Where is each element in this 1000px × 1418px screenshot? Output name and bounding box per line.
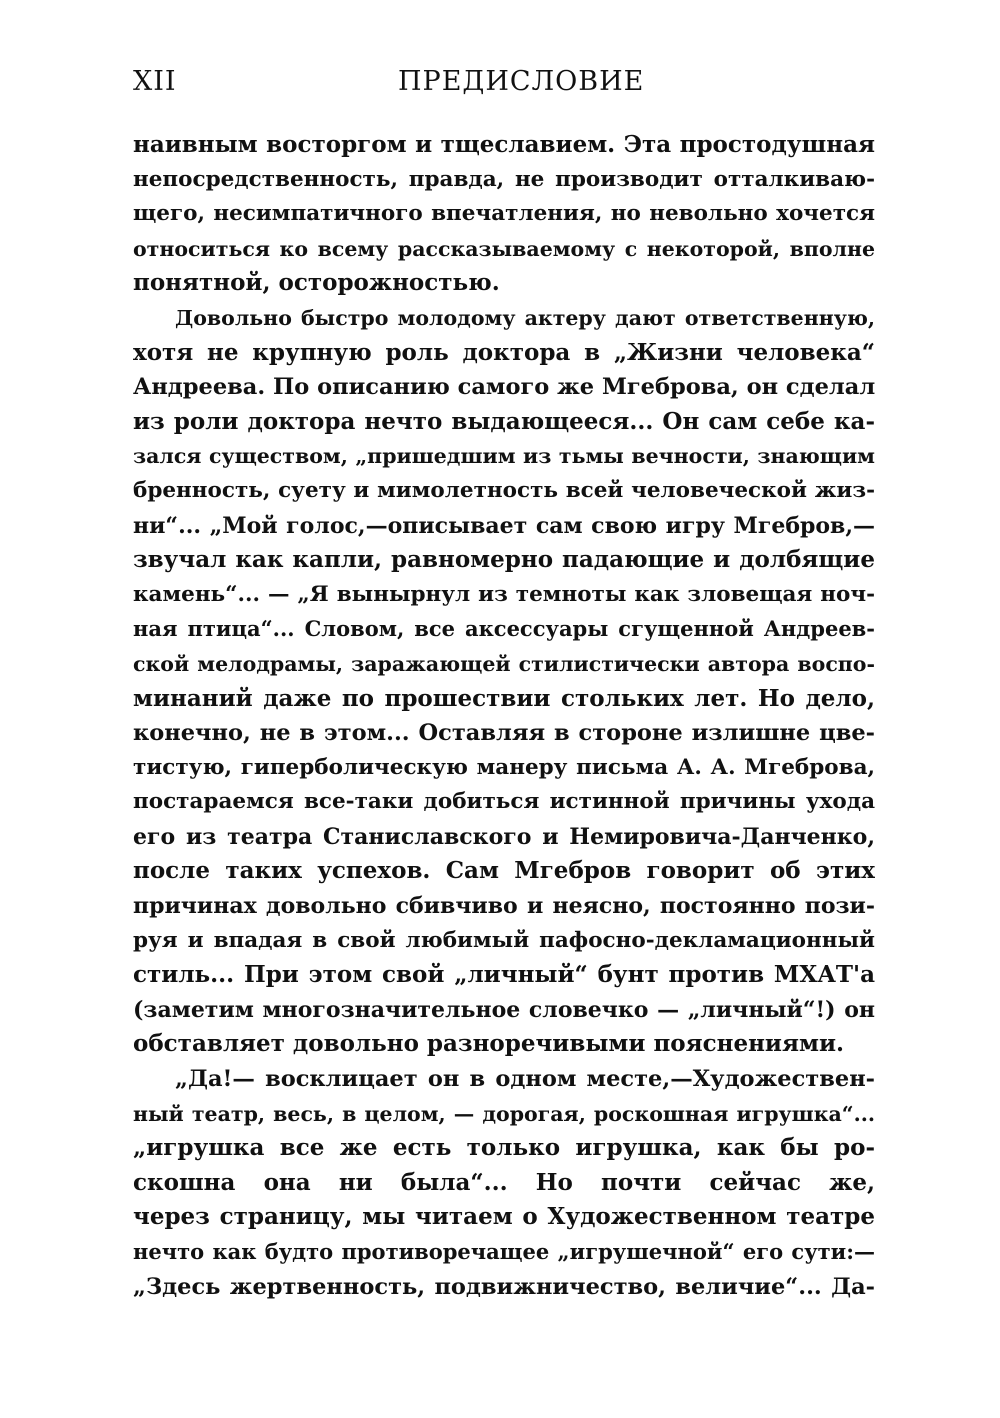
text-line: камень“... — „Я вынырнул из темноты как зловещая ноч- — [133, 581, 875, 607]
page-number: XII — [133, 66, 177, 97]
text-line: обставляет довольно разноречивыми пояснениями. — [133, 1030, 845, 1058]
text-line: хотя не крупную роль доктора в „Жизни человека“ — [133, 338, 875, 366]
text-line: „Здесь жертвенность, подвижничество, величие“... Да- — [133, 1273, 875, 1300]
text-line: понятной, осторожностью. — [133, 269, 500, 297]
text-line: „Да!— восклицает он в одном месте,—Художествен- — [175, 1066, 875, 1093]
text-line: конечно, не в этом... Оставляя в стороне излишне цве- — [133, 720, 875, 747]
text-line: (заметим многозначительное словечко — „личный“!) он — [133, 996, 875, 1023]
paragraph-3 — [133, 1062, 875, 1304]
text-line: руя и впадая в свой любимый пафосно-декламационный — [133, 927, 875, 953]
running-title: ПРЕДИСЛОВИЕ — [398, 66, 645, 97]
text-line: наивным восторгом и тщеславием. Эта простодушная — [133, 131, 875, 158]
text-line: после таких успехов. Сам Мгебров говорит об этих — [133, 857, 875, 885]
text-line: стиль... При этом свой „личный“ бунт против МХАТ'а — [133, 961, 875, 989]
text-line: через страницу, мы читаем о Художественном театре — [133, 1203, 875, 1231]
text-line: щего, несимпатичного впечатления, но невольно хочется — [133, 201, 875, 227]
text-line: Довольно быстро молодому актеру дают ответственную, — [175, 305, 875, 330]
text-line: тистую, гиперболическую манеру письма А. А. Мгеброва, — [133, 754, 875, 780]
paragraph-1 — [133, 128, 875, 301]
text-line: ской мелодрамы, заражающей стилистически автора воспо- — [133, 651, 875, 676]
paragraph-2 — [133, 301, 875, 1062]
text-line: Андреева. По описанию самого же Мгеброва, он сделал — [133, 374, 875, 401]
text-line: непосредственность, правда, не производит отталкиваю- — [133, 166, 875, 192]
text-line: его из театра Станиславского и Немировича-Данченко, — [133, 823, 875, 850]
text-line: минаний даже по прошествии стольких лет. Но дело, — [133, 684, 875, 712]
text-line: ная птица“... Словом, все аксессуары сгущенной Андреев- — [133, 616, 875, 642]
text-line: скошна она ни была“... Но почти сейчас же, — [133, 1168, 875, 1196]
text-line: „игрушка все же есть только игрушка, как бы ро- — [133, 1134, 875, 1162]
text-line: зался существом, „пришедшим из тьмы вечности, знающим — [133, 444, 875, 469]
text-line: относиться ко всему рассказываемому с некоторой, вполне — [133, 236, 875, 261]
body-text — [133, 128, 875, 1304]
text-line: из роли доктора нечто выдающееся... Он сам себе ка- — [133, 407, 875, 435]
text-line: бренность, суету и мимолетность всей человеческой жиз- — [133, 477, 875, 503]
text-line: ни“... „Мой голос,—описывает сам свою игру Мгебров,— — [133, 512, 875, 539]
text-line: причинах довольно сбивчиво и неясно, постоянно пози- — [133, 893, 875, 920]
text-line: постараемся все-таки добиться истинной причины ухода — [133, 789, 875, 815]
text-line: ный театр, весь, в целом, — дорогая, роскошная игрушка“... — [133, 1101, 875, 1126]
text-line: нечто как будто противоречащее „игрушечной“ его сути:— — [133, 1239, 875, 1264]
text-line: звучал как капли, равномерно падающие и долбящие — [133, 546, 875, 574]
